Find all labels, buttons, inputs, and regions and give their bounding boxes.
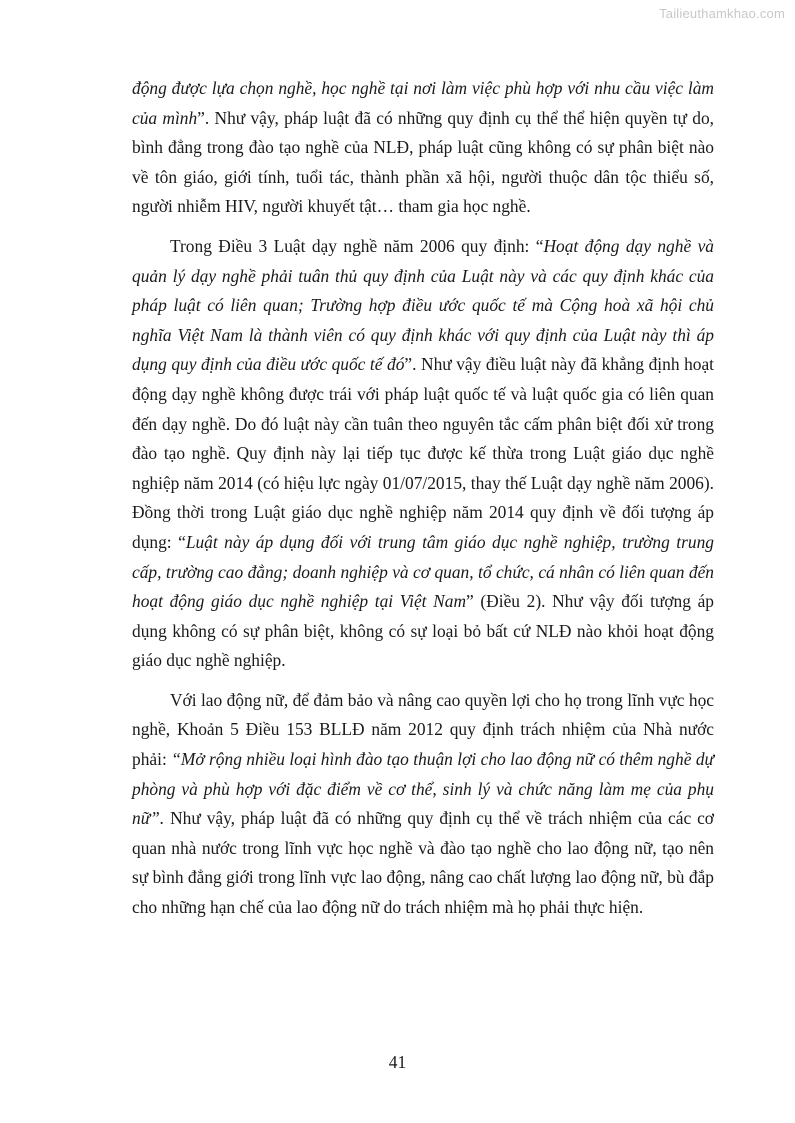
paragraph-1 <box>132 74 714 222</box>
paragraph-3 <box>132 686 714 923</box>
italic-quote: động được lựa chọn nghề, học nghề tại nơi làm việc phù hợp với nhu cầu việc làm của mình <box>132 78 714 128</box>
italic-quote: Hoạt động dạy nghề và quản lý dạy nghề phải tuân thủ quy định của Luật này và các quy định khác của pháp luật có liên quan; Trường hợp điều ước quốc tế mà Cộng hoà xã hội chủ nghĩa Việt Nam là thành viên có quy định khác với quy định của Luật này thì áp dụng quy định của điều ước quốc tế đó <box>132 235 714 375</box>
body-text: ” (Điều 2). Như vậy đối tượng áp dụng không có sự phân biệt, không có sự loại bỏ bất cứ NLĐ nào khỏi hoạt động giáo dục nghề nghiệp. <box>132 591 714 671</box>
body-text: Với lao động nữ, để đảm bảo và nâng cao quyền lợi cho họ trong lĩnh vực học nghề, Khoản 5 Điều 153 BLLĐ năm 2012 quy định trách nhiệm của Nhà nước phải: <box>132 689 714 770</box>
italic-quote: Luật này áp dụng đối với trung tâm giáo dục nghề nghiệp, trường trung cấp, trường cao đẳng; doanh nghiệp và cơ quan, tổ chức, cá nhân có liên quan đến hoạt động giáo dục nghề nghiệp tại Việt Nam <box>132 531 714 612</box>
body-text: ”. Như vậy điều luật này đã khẳng định hoạt động dạy nghề không được trái với pháp luật quốc tế và luật quốc gia có liên quan đến dạy nghề. Do đó luật này cần tuân theo nguyên tắc cấm phân biệt đối xử trong đào tạo nghề. Quy định này lại tiếp tục được kế thừa trong Luật giáo dục nghề nghiệp năm 2014 (có hiệu lực ngày 01/07/2015, thay thế Luật dạy nghề năm 2006). Đồng thời trong Luật giáo dục nghề nghiệp năm 2014 quy định về đối tượng áp dụng: “ <box>132 354 715 552</box>
body-text: Trong Điều 3 Luật dạy nghề năm 2006 quy định: “ <box>170 235 544 256</box>
watermark: Tailieuthamkhao.com <box>659 6 785 21</box>
body-text: ”. Như vậy, pháp luật đã có những quy định cụ thể thể hiện quyền tự do, bình đẳng trong đào tạo nghề của NLĐ, pháp luật cũng không có sự phân biệt nào về tôn giáo, giới tính, tuổi tác, thành phần xã hội, người thuộc dân tộc thiểu số, người nhiễm HIV, người khuyết tật… tham gia học nghề. <box>132 107 714 217</box>
document-body <box>132 74 714 923</box>
body-text: Như vậy, pháp luật đã có những quy định cụ thể về trách nhiệm của các cơ quan nhà nước trong lĩnh vực học nghề và đào tạo nghề cho lao động nữ, tạo nên sự bình đẳng giới trong lĩnh vực lao động, nâng cao chất lượng lao động nữ, bù đắp cho những hạn chế của lao động nữ do trách nhiệm mà họ phải thực hiện. <box>132 808 714 918</box>
page-number: 41 <box>388 1052 407 1072</box>
italic-quote: “Mở rộng nhiều loại hình đào tạo thuận lợi cho lao động nữ có thêm nghề dự phòng và phù hợp với đặc điểm về cơ thể, sinh lý và chức năng làm mẹ của phụ nữ”. <box>132 749 714 829</box>
paragraph-2 <box>132 232 714 676</box>
